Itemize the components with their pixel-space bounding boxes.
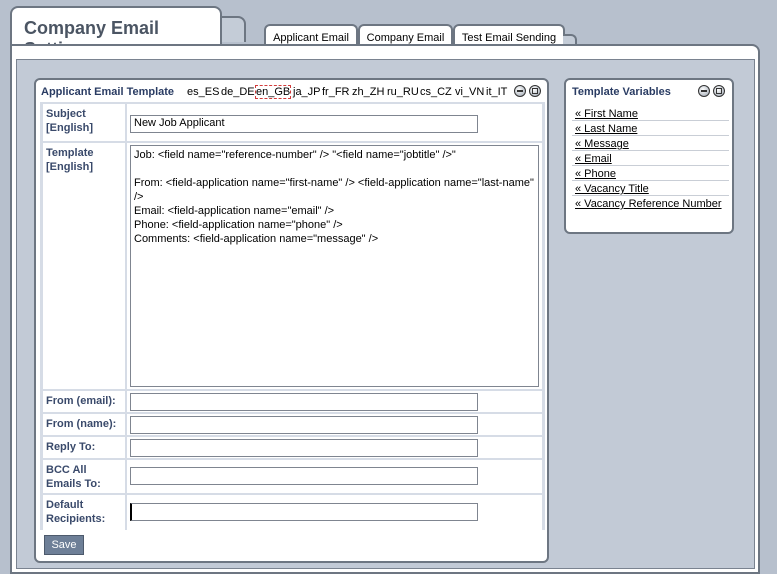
template-label-line1: Template <box>46 147 94 159</box>
subject-label-line2: [English] <box>46 122 94 134</box>
lang-zh-zh[interactable]: zh_ZH <box>352 86 385 98</box>
title-tab-corner <box>220 16 246 42</box>
lang-vi-vn[interactable]: vi_VN <box>455 86 485 98</box>
tab-applicant-email[interactable]: Applicant Email <box>264 24 358 46</box>
template-label <box>43 143 125 389</box>
lang-cs-cz[interactable]: cs_CZ <box>420 86 452 98</box>
lang-en-gb[interactable]: en_GB <box>256 86 291 98</box>
reply-to-label: Reply To: <box>43 437 125 458</box>
variable-first-name[interactable]: « First Name <box>575 108 638 120</box>
variables-list <box>566 80 732 232</box>
subject-cell <box>127 104 542 141</box>
lang-es-es[interactable]: es_ES <box>187 86 220 98</box>
bcc-label-line2: Emails To: <box>46 478 101 490</box>
template-textarea[interactable]: Job: <field name="reference-number" /> "<field name="jobtitle" />" From: <field-application name="first-name" /> <field-application name="last-name" /> Email: <field-application name="email" /> Phone: <field-application name="phone" /> Comments: <field-application name="message" /> <box>130 145 539 387</box>
subject-input[interactable]: New Job Applicant <box>130 115 478 133</box>
variable-message[interactable]: « Message <box>575 138 629 150</box>
subject-label <box>43 104 125 141</box>
default-recipients-input[interactable] <box>130 503 478 521</box>
from-email-cell <box>127 391 542 412</box>
from-name-input[interactable] <box>130 416 478 434</box>
default-recipients-label-line1: Default <box>46 499 84 511</box>
default-recipients-label <box>43 495 125 530</box>
tab-test-email-sending[interactable]: Test Email Sending <box>453 24 565 46</box>
maximize-icon[interactable] <box>529 85 541 97</box>
lang-ja-jp[interactable]: ja_JP <box>293 86 321 98</box>
from-email-input[interactable] <box>130 393 478 411</box>
variable-last-name[interactable]: « Last Name <box>575 123 638 135</box>
lang-de-de[interactable]: de_DE <box>221 86 255 98</box>
variable-phone[interactable]: « Phone <box>575 168 616 180</box>
template-cell <box>127 143 542 389</box>
variable-email[interactable]: « Email <box>575 153 612 165</box>
template-form <box>40 102 545 530</box>
lang-it-it[interactable]: it_IT <box>486 86 508 98</box>
save-button[interactable]: Save <box>44 535 84 555</box>
page-title: Company Email <box>24 18 160 38</box>
bcc-label <box>43 460 125 493</box>
lang-fr-fr[interactable]: fr_FR <box>322 86 350 98</box>
variable-vacancy-title[interactable]: « Vacancy Title <box>575 183 649 195</box>
reply-to-cell <box>127 437 542 458</box>
from-email-label: From (email): <box>43 391 125 412</box>
from-name-cell <box>127 414 542 435</box>
reply-to-input[interactable] <box>130 439 478 457</box>
bcc-label-line1: BCC All <box>46 464 87 476</box>
variable-vacancy-reference-number[interactable]: « Vacancy Reference Number <box>575 198 722 210</box>
minimize-icon[interactable] <box>514 85 526 97</box>
subject-label-line1: Subject <box>46 108 86 120</box>
default-recipients-label-line2: Recipients: <box>46 513 106 525</box>
bcc-cell <box>127 460 542 493</box>
template-panel-title: Applicant Email Template <box>41 86 175 98</box>
template-label-line2: [English] <box>46 161 94 173</box>
variables-panel-title: Template Variables <box>572 86 671 98</box>
page-title-tab <box>10 6 222 46</box>
bcc-input[interactable] <box>130 467 478 485</box>
from-name-label: From (name): <box>43 414 125 435</box>
default-recipients-cell <box>127 495 542 530</box>
tab-company-email[interactable]: Company Email <box>358 24 453 46</box>
lang-ru-ru[interactable]: ru_RU <box>387 86 419 98</box>
